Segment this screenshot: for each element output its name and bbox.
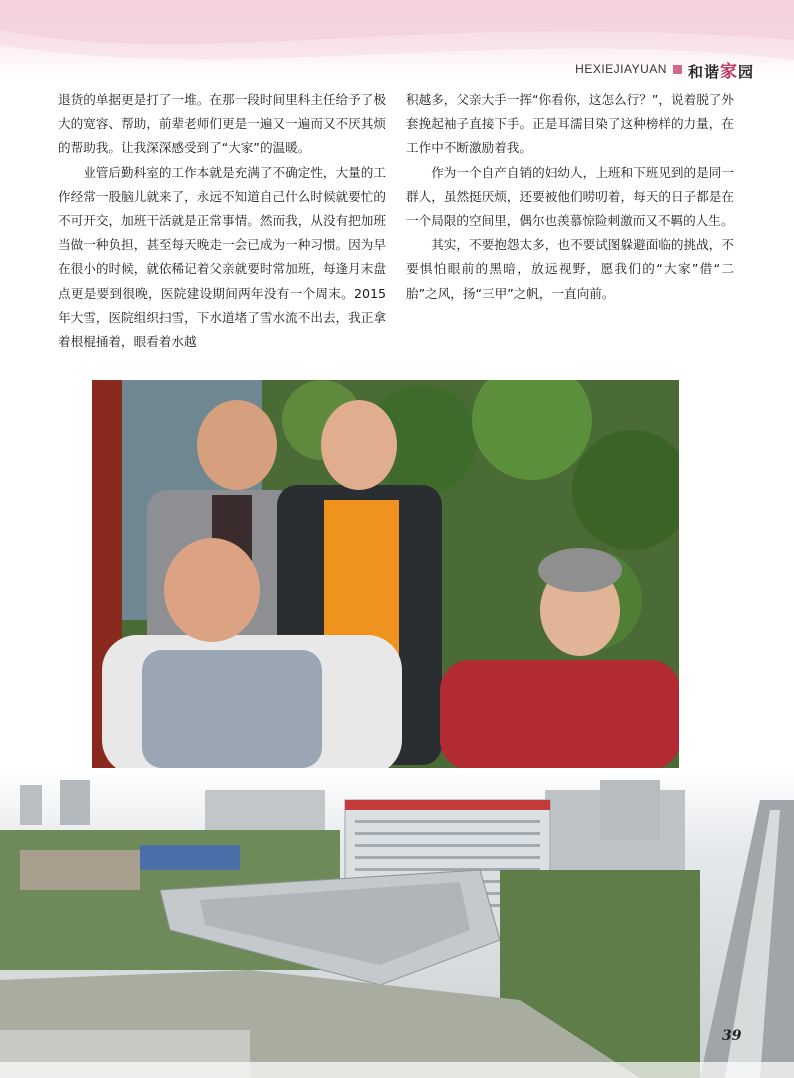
family-photo (92, 380, 679, 768)
section-latin-title: HEXIEJIAYUAN (575, 62, 667, 76)
article-left-column (58, 88, 386, 354)
paragraph: 退货的单据更是打了一堆。在那一段时间里科主任给予了极大的宽容、帮助，前辈老师们更是一遍又一遍而又不厌其烦的帮助我。让我深深感受到了“大家”的温暖。 (58, 92, 386, 156)
hospital-aerial-illustration (0, 770, 794, 1078)
paragraph: 其实，不要抱怨太多，也不要试图躲避面临的挑战，不要惧怕眼前的黑暗，放远视野，愿我们的“大家”借“二胎”之风，扬“三甲”之帆，一直向前。 (406, 237, 734, 301)
hospital-aerial-photo (0, 770, 794, 1078)
paragraph: 作为一个自产自销的妇幼人，上班和下班见到的是同一群人，虽然挺厌烦，还要被他们唠叨着，每天的日子都是在一个局限的空间里，偶尔也羡慕惊险刺激而又不羁的人生。 (406, 164, 734, 229)
header-square-icon (673, 65, 682, 74)
magazine-section-header (575, 58, 754, 80)
article-right-column (406, 88, 734, 306)
section-cn-title: 和谐家园 (687, 61, 754, 82)
paragraph: 积越多，父亲大手一挥“你看你，这怎么行？”，说着脱了外套挽起袖子直接下手。正是耳濡目染了这种榜样的力量，在工作中不断激励着我。 (406, 92, 734, 156)
family-photo-illustration (92, 380, 679, 768)
paragraph: 业管后勤科室的工作本就是充满了不确定性，大量的工作经常一股脑儿就来了，永远不知道自己什么时候就要忙的不可开交，加班干活就是正常事情。然而我，从没有把加班当做一种负担，甚至每天晚走一会已成为一种习惯。因为早在很小的时候，就依稀记着父亲就要时常加班，每逢月末盘点更是要到很晚，医院建设期间两年没有一个周末。2015年大雪，医院组织扫雪，下水道堵了雪水流不出去，我正拿着根棍捅着，眼看着水越 (58, 164, 386, 350)
page-number: 39 (722, 1028, 742, 1044)
